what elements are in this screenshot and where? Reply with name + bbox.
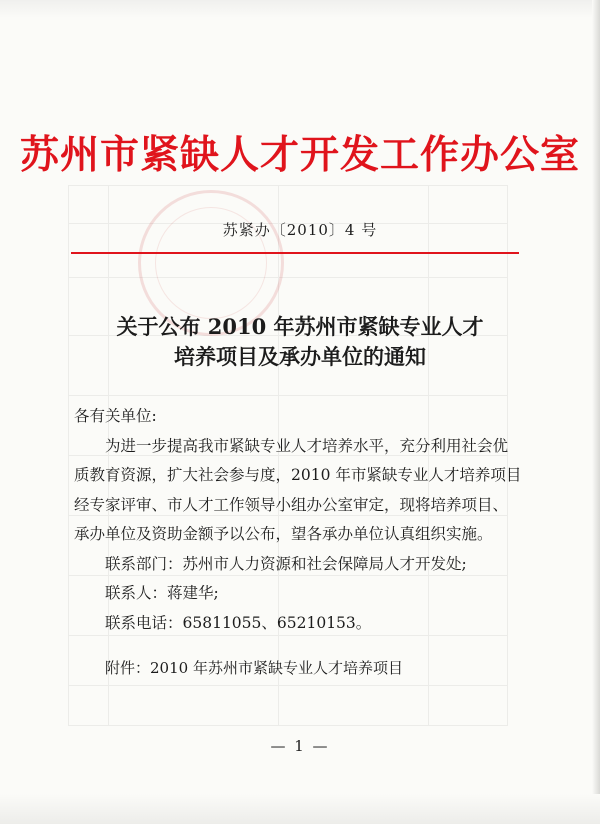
contact-phone: 联系电话：65811055、65210153。 [105,613,372,632]
annex-line: 附件：2010 年苏州市紧缺专业人才培养项目 [105,659,403,677]
paragraph-line: 为进一步提高我市紧缺专业人才培养水平，充分利用社会优 [105,436,509,455]
notice-title-line-2: 培养项目及承办单位的通知 [174,344,426,369]
document-number: 苏紧办〔2010〕4 号 [222,221,378,239]
paragraph-line: 经专家评审、市人才工作领导小组办公室审定，现将培养项目、 [74,495,509,514]
paper-top-edge [0,0,600,18]
contact-department: 联系部门：苏州市人力资源和社会保障局人才开发处; [105,554,467,573]
notice-title-line-1: 关于公布 2010 年苏州市紧缺专业人才 [116,314,484,339]
header-divider [71,252,519,254]
page-number: — 1 — [270,737,330,755]
notice-title [0,312,600,372]
office-title: 苏州市紧缺人才开发工作办公室 [19,132,580,178]
paper-bottom-edge [0,794,600,824]
notice-body [74,402,534,638]
paragraph-line: 质教育资源，扩大社会参与度，2010 年市紧缺专业人才培养项目 [74,466,522,484]
salutation: 各有关单位: [74,407,157,425]
contact-person: 联系人：蒋建华; [105,584,219,602]
paragraph-line: 承办单位及资助金额予以公布，望各承办单位认真组织实施。 [74,525,493,543]
